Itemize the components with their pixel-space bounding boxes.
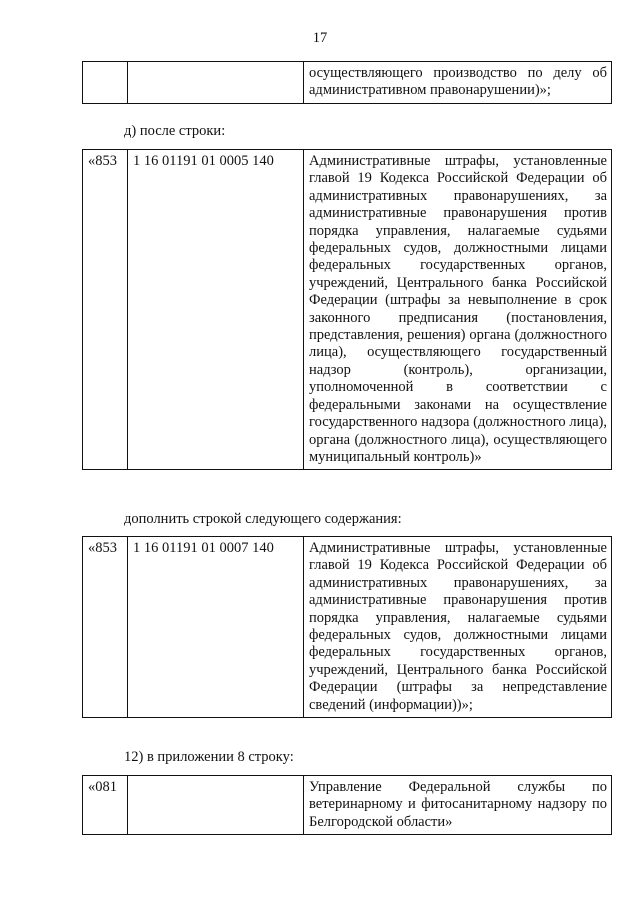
description-cell: Административные штрафы, установленные главой 19 Кодекса Российской Федерации об административных правонарушениях, за административные правонарушения против порядка управления, налагаемые судьями федеральных судов, должностными лицами федеральных государственных органов, учреждений, Центрального банка Российской Федерации (штрафы за непредставление сведений (информации))»;: [304, 537, 612, 718]
code-cell: «853: [83, 150, 128, 470]
kbk-cell: [128, 62, 304, 104]
intro-after-row: д) после строки:: [124, 123, 226, 139]
code-cell: «081: [83, 776, 128, 835]
kbk-cell: [128, 776, 304, 835]
table-row: [83, 776, 612, 835]
code-cell: [83, 62, 128, 104]
table-row-continuation: [82, 61, 612, 104]
description-cell: Административные штрафы, установленные главой 19 Кодекса Российской Федерации об административных правонарушениях, за административные правонарушения против порядка управления, налагаемые судьями федеральных судов, должностными лицами федеральных государственных органов, учреждений, Центрального банка Российской Федерации (штрафы за невыполнение в срок законного предписания (постановления, представления, решения) органа (должностного лица), осуществляющего государственный надзор (контроль), организации, уполномоченной в соответствии с федеральными законами на осуществление государственного надзора (должностного лица), органа (должностного лица), осуществляющего муниципальный контроль)»: [304, 150, 612, 470]
intro-add-row: дополнить строкой следующего содержания:: [124, 511, 402, 527]
table-row-853-0007: [82, 536, 612, 718]
page-number: 17: [312, 30, 328, 46]
kbk-cell: 1 16 01191 01 0005 140: [128, 150, 304, 470]
code-cell: «853: [83, 537, 128, 718]
kbk-cell: 1 16 01191 01 0007 140: [128, 537, 304, 718]
description-cell: осуществляющего производство по делу об административном правонарушении)»;: [304, 62, 612, 104]
description-cell: Управление Федеральной службы по ветеринарному и фитосанитарному надзору по Белгородской области»: [304, 776, 612, 835]
table-row-853-0005: [82, 149, 612, 470]
table-row-081: [82, 775, 612, 835]
table-row: [83, 537, 612, 718]
intro-appendix-8: 12) в приложении 8 строку:: [124, 749, 294, 765]
table-row: [83, 150, 612, 470]
table-row: [83, 62, 612, 104]
